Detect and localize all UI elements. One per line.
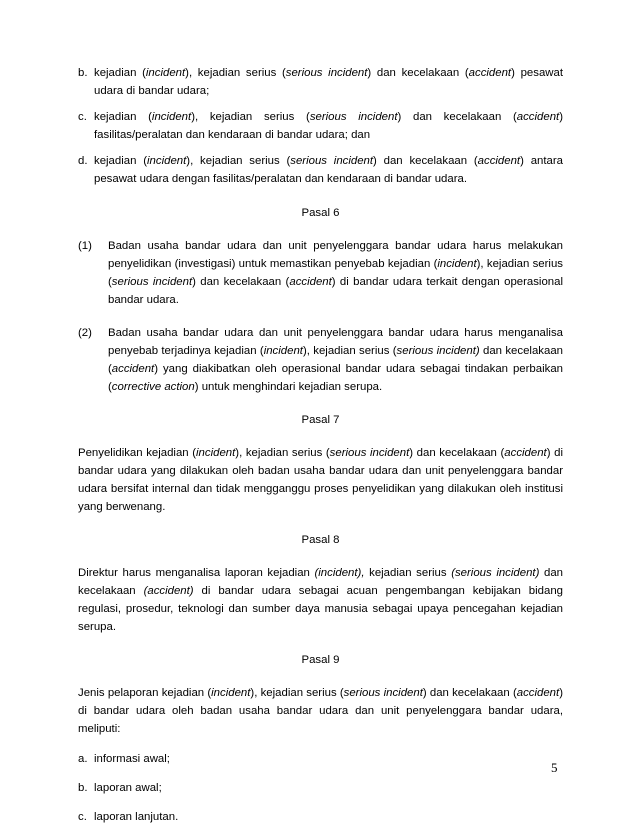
italic-term: corrective action (111, 381, 195, 393)
pasal-8-paragraph (78, 564, 563, 636)
list-item-c (78, 808, 563, 826)
clause-text (108, 240, 563, 306)
pasal-7-heading: Pasal 7 (301, 414, 340, 426)
text-run: ) fasilitas/peralatan dan kendaraan di bandar udara; dan (94, 111, 564, 141)
text-run: ) di bandar udara oleh badan usaha bandar udara dan unit penyelenggara bandar udara, meliputi: (78, 687, 563, 735)
text-run: ), kejadian serius ( (250, 687, 344, 699)
list-item-text (94, 155, 563, 185)
text-run: Penyelidikan kejadian ( (78, 447, 197, 459)
list-item-text: laporan awal; (94, 782, 162, 794)
text-run: di bandar udara sebagai acuan pengembangan kebijakan bidang regulasi, prosedur, teknologi dan sumber daya manusia sebagai upaya pencegahan kejadian serupa. (78, 585, 563, 633)
pasal-6-heading: Pasal 6 (301, 207, 340, 219)
text-run: ) dan kecelakaan ( (422, 687, 517, 699)
text-run: ) dan kecelakaan ( (409, 447, 505, 459)
italic-term: serious incident (285, 67, 368, 79)
list-marker: c. (78, 811, 87, 823)
text-run: kejadian ( (94, 155, 148, 167)
text-run: ), kejadian serius ( (186, 155, 291, 167)
pasal-7-paragraph (78, 444, 563, 516)
pasal-9-list (78, 750, 563, 826)
clause-text (108, 327, 563, 393)
text-run: ) dan kecelakaan ( (192, 276, 290, 288)
text-run: ) pesawat udara di bandar udara; (94, 67, 564, 97)
italic-term: incident (263, 345, 303, 357)
list-item-a (78, 750, 563, 768)
text-run: ) antara pesawat udara dengan fasilitas/peralatan dan kendaraan di bandar udara. (94, 155, 563, 185)
list-marker: c. (78, 111, 87, 123)
text-run: Badan usaha bandar udara dan unit penyelenggara bandar udara harus melakukan penyelidikan (investigasi) untuk memastikan penyebab kejadian ( (108, 240, 563, 270)
text-run: Jenis pelaporan kejadian ( (78, 687, 212, 699)
list-item-b (78, 64, 563, 100)
list-item-b (78, 779, 563, 797)
text-run: Badan usaha bandar udara dan unit penyelenggara bandar udara harus menganalisa penyebab terjadinya kejadian ( (108, 327, 563, 357)
text-run: ) untuk menghindari kejadian serupa. (194, 381, 383, 393)
text-run: ), kejadian serius ( (185, 67, 286, 79)
pasal-6-item-2 (78, 324, 563, 396)
text-run: ) dan kecelakaan ( (397, 111, 517, 123)
italic-term: serious incident (329, 447, 410, 459)
text-run: ), kejadian serius ( (191, 111, 310, 123)
list-item-c (78, 108, 563, 144)
italic-term: incident (196, 447, 236, 459)
list-marker: b. (78, 67, 88, 79)
document-page (78, 64, 563, 837)
list-item-text (94, 67, 563, 97)
italic-term: accident (504, 447, 547, 459)
text-run: kejadian serius (364, 567, 452, 579)
pasal-9-heading: Pasal 9 (301, 654, 340, 666)
italic-term: accident (477, 155, 521, 167)
pasal-6-item-1 (78, 237, 563, 309)
italic-term: (serious incident) (451, 567, 540, 579)
list-item-text: laporan lanjutan. (94, 811, 179, 823)
text-run: kejadian ( (94, 67, 146, 79)
text-run: ), kejadian serius ( (235, 447, 330, 459)
list-item-d (78, 152, 563, 188)
list-item-text (94, 111, 563, 141)
text-run: ) di bandar udara yang dilakukan oleh badan usaha bandar udara dan unit penyelenggara bandar udara bersifat internal dan tidak mengganggu proses penyelidikan yang dilakukan oleh institusi yang berwenang. (78, 447, 563, 513)
text-run: ), kejadian serius ( (108, 258, 563, 288)
italic-term: serious incident (343, 687, 423, 699)
italic-term: accident (289, 276, 332, 288)
list-marker: d. (78, 155, 88, 167)
pasal-9-paragraph (78, 684, 563, 738)
italic-term: (accident) (143, 585, 194, 597)
text-run: ) di bandar udara terkait dengan operasional bandar udara. (108, 276, 563, 306)
italic-term: serious incident (111, 276, 193, 288)
italic-term: accident (111, 363, 155, 375)
clause-marker: (2) (78, 327, 92, 339)
clause-marker: (1) (78, 240, 92, 252)
list-marker: a. (78, 753, 88, 765)
text-run: kejadian ( (94, 111, 152, 123)
italic-term: incident (145, 67, 186, 79)
italic-term: serious incident (290, 155, 374, 167)
text-run: ) dan kecelakaan ( (373, 155, 478, 167)
page-number: 5 (551, 760, 558, 775)
italic-term: incident (147, 155, 187, 167)
italic-term: accident (516, 111, 560, 123)
list-marker: b. (78, 782, 88, 794)
italic-term: accident (468, 67, 512, 79)
italic-term: incident (437, 258, 477, 270)
text-run: ) yang diakibatkan oleh operasional bandar udara sebagai tindakan perbaikan ( (108, 363, 563, 393)
pasal-8-heading: Pasal 8 (301, 534, 340, 546)
text-run: dan kecelakaan (78, 567, 563, 597)
list-top (78, 64, 563, 188)
text-run: ), kejadian serius ( (302, 345, 397, 357)
italic-term: incident (211, 687, 251, 699)
text-run: ) dan kecelakaan ( (367, 67, 469, 79)
italic-term: serious incident) (396, 345, 480, 357)
text-run: dan kecelakaan ( (108, 345, 563, 375)
list-item-text: informasi awal; (94, 753, 170, 765)
italic-term: accident (516, 687, 560, 699)
italic-term: serious incident (309, 111, 398, 123)
italic-term: (incident), (314, 567, 365, 579)
text-run: Direktur harus menganalisa laporan kejadian (78, 567, 315, 579)
italic-term: incident (151, 111, 192, 123)
